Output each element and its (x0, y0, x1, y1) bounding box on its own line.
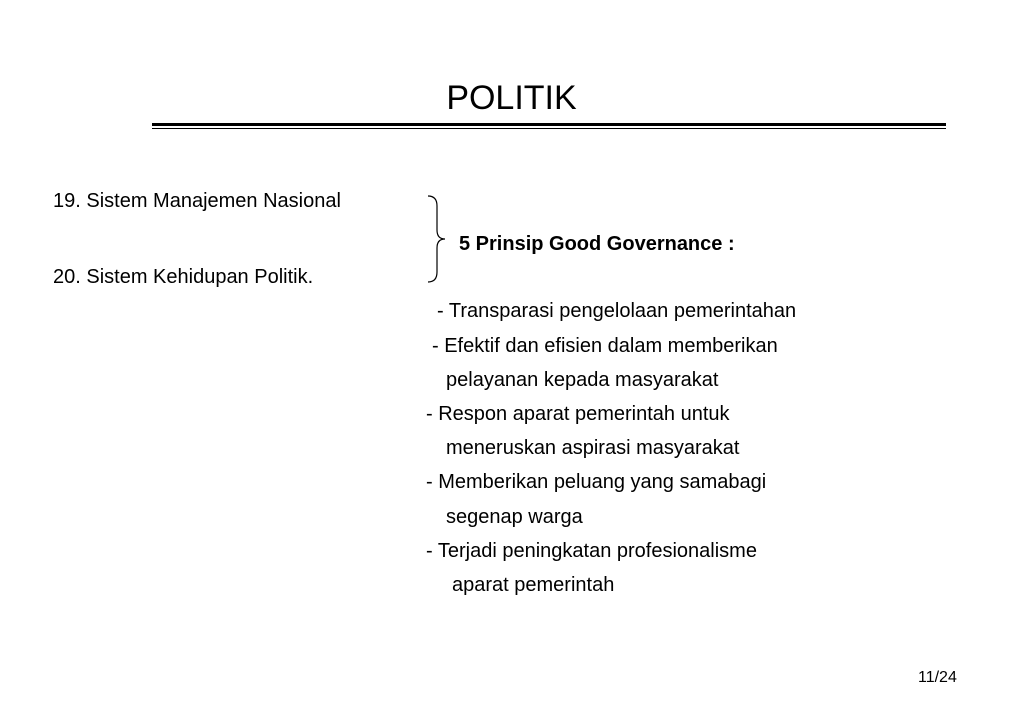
curly-brace-icon (426, 194, 448, 284)
list-item-sistem-kehidupan: 20. Sistem Kehidupan Politik. (53, 266, 314, 288)
principle-line: pelayanan kepada masyarakat (446, 369, 719, 391)
principle-line: aparat pemerintah (452, 574, 615, 596)
principle-line: - Respon aparat pemerintah untuk (426, 403, 730, 425)
principle-line: - Efektif dan efisien dalam memberikan (432, 335, 778, 357)
slide-title: POLITIK (446, 79, 577, 117)
title-underline (152, 123, 946, 129)
list-item-sistem-manajemen: 19. Sistem Manajemen Nasional (53, 190, 341, 212)
principle-line: - Memberikan peluang yang samabagi (426, 471, 767, 493)
principle-line: segenap warga (446, 506, 583, 528)
principle-line: meneruskan aspirasi masyarakat (446, 437, 740, 459)
page-number: 11/24 (918, 669, 957, 686)
principle-line: - Terjadi peningkatan profesionalisme (426, 540, 757, 562)
principles-heading: 5 Prinsip Good Governance : (459, 233, 735, 255)
principle-line: - Transparasi pengelolaan pemerintahan (437, 300, 797, 322)
